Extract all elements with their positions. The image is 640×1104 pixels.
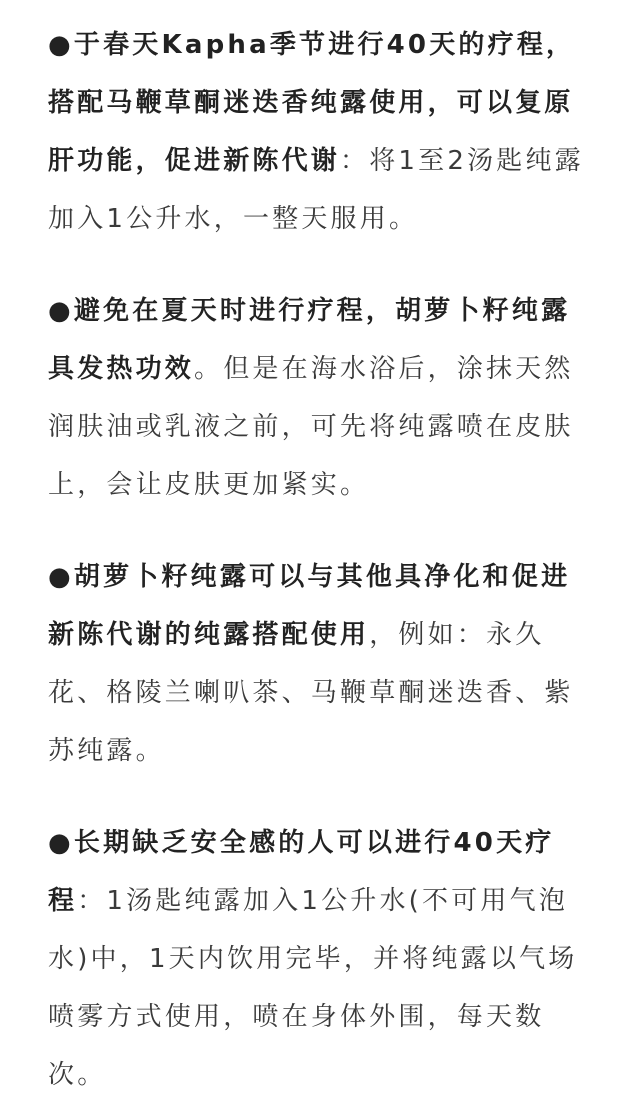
paragraph-text: ：将1至2汤匙纯露加入1公升水，一整天服用。 bbox=[48, 146, 584, 234]
paragraph-combinations bbox=[48, 548, 592, 780]
paragraph-text: 。但是在海水浴后，涂抹天然润肤油或乳液之前，可先将纯露喷在皮肤上，会让皮肤更加紧实。 bbox=[48, 354, 574, 500]
paragraph-text: ：1汤匙纯露加入1公升水(不可用气泡水)中，1天内饮用完毕，并将纯露以气场喷雾方式使用，喷在身体外围，每天数次。 bbox=[48, 886, 578, 1090]
paragraph-spring-course bbox=[48, 16, 592, 248]
paragraph-emphasis: ●避免在夏天时进行疗程，胡萝卜籽纯露具发热功效 bbox=[48, 296, 571, 384]
paragraph-emphasis: ●胡萝卜籽纯露可以与其他具净化和促进新陈代谢的纯露搭配使用 bbox=[48, 562, 571, 650]
paragraph-emphasis: ●于春天Kapha季节进行40天的疗程，搭配马鞭草酮迷迭香纯露使用，可以复原肝功能，促进新陈代谢 bbox=[48, 30, 576, 176]
paragraph-summer-warning bbox=[48, 282, 592, 514]
paragraph-text: ，例如：永久花、格陵兰喇叭茶、马鞭草酮迷迭香、紫苏纯露。 bbox=[48, 620, 574, 766]
paragraph-emphasis: ●长期缺乏安全感的人可以进行40天疗程 bbox=[48, 828, 555, 916]
paragraph-insecurity-course bbox=[48, 814, 592, 1104]
